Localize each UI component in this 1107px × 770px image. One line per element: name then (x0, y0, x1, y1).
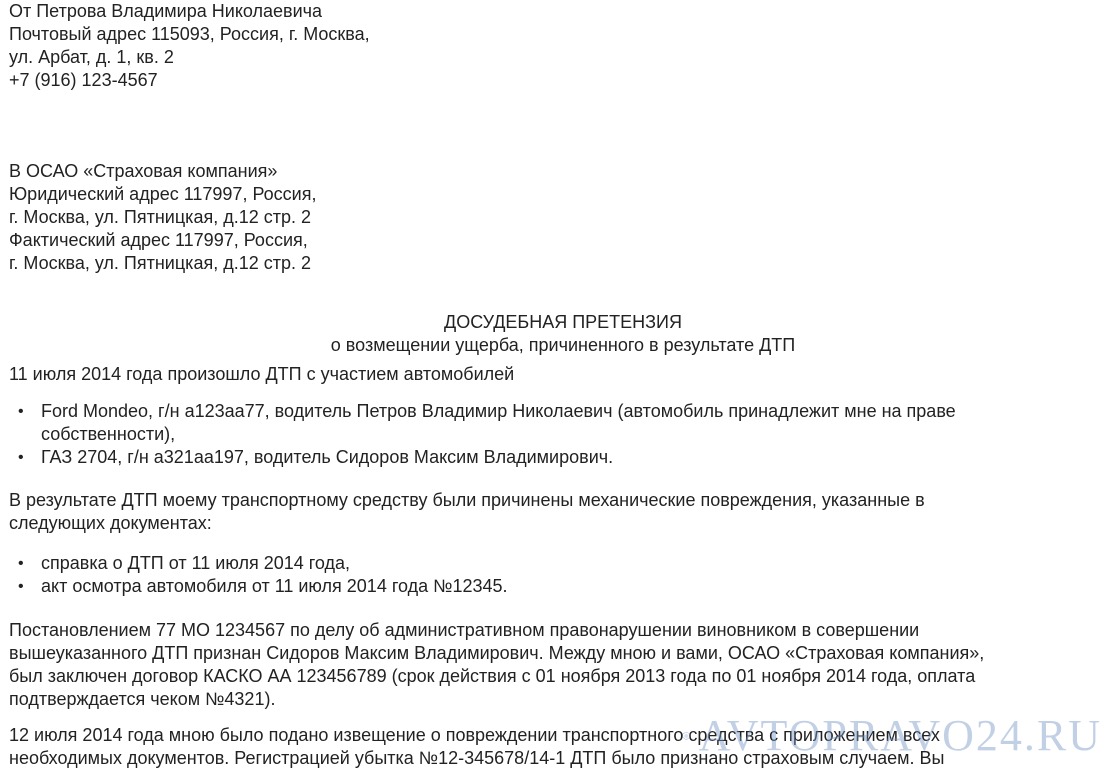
sender-address-1: Почтовый адрес 115093, Россия, г. Москва, (9, 24, 370, 44)
list-item: • акт осмотра автомобиля от 11 июля 2014 года №12345. (41, 575, 1099, 598)
vehicles-list (9, 400, 1099, 469)
recipient-legal-address-1: Юридический адрес 117997, Россия, (9, 184, 317, 204)
paragraph-line: подтверждается чеком №4321). (9, 689, 276, 709)
paragraph-resolution (9, 619, 1099, 711)
recipient-legal-address-2: г. Москва, ул. Пятницкая, д.12 стр. 2 (9, 207, 311, 227)
list-item: • Ford Mondeo, г/н а123аа77, водитель Петров Владимир Николаевич (автомобиль принадлежит мне на праве собственности), (41, 400, 1081, 446)
sender-phone: +7 (916) 123-4567 (9, 70, 158, 90)
paragraph-line: 12 июля 2014 года мною было подано извещение о повреждении транспортного средства с приложением всех (9, 725, 940, 745)
recipient-actual-address-1: Фактический адрес 117997, Россия, (9, 230, 308, 250)
paragraph-damage (9, 489, 1099, 535)
paragraph-line: необходимых документов. Регистрацией убытка №12-345678/14-1 ДТП было признано страховым случаем. Вы (9, 748, 945, 768)
recipient-actual-address-2: г. Москва, ул. Пятницкая, д.12 стр. 2 (9, 253, 311, 273)
documents-list (9, 552, 1099, 598)
list-item: • справка о ДТП от 11 июля 2014 года, (41, 552, 1099, 575)
paragraph-intro: 11 июля 2014 года произошло ДТП с участием автомобилей (9, 364, 515, 384)
recipient-name: В ОСАО «Страховая компания» (9, 161, 278, 181)
title-sub: о возмещении ущерба, причиненного в результате ДТП (330, 335, 796, 355)
document-title (0, 311, 1107, 357)
watermark-text: AVTOPRAVO24.RU (698, 711, 1102, 760)
sender-block (9, 0, 1099, 92)
title-main: ДОСУДЕБНАЯ ПРЕТЕНЗИЯ (444, 312, 682, 332)
list-item: • ГАЗ 2704, г/н а321аа197, водитель Сидоров Максим Владимирович. (41, 446, 1099, 469)
paragraph-line: вышеуказанного ДТП признан Сидоров Максим Владимирович. Между мною и вами, ОСАО «Страховая компания», (9, 643, 985, 663)
paragraph-line: следующих документах: (9, 513, 212, 533)
paragraph-notice (9, 724, 1099, 770)
paragraph-line: В результате ДТП моему транспортному средству были причинены механические повреждения, указанные в (9, 490, 925, 510)
claim-document (9, 0, 1099, 770)
paragraph-line: был заключен договор КАСКО АА 123456789 (срок действия с 01 ноября 2013 года по 01 ноября 2014 года, оплата (9, 666, 976, 686)
sender-address-2: ул. Арбат, д. 1, кв. 2 (9, 47, 174, 67)
paragraph-line: Постановлением 77 МО 1234567 по делу об административном правонарушении виновником в совершении (9, 620, 920, 640)
sender-name: От Петрова Владимира Николаевича (9, 1, 323, 21)
recipient-block (9, 160, 1099, 275)
